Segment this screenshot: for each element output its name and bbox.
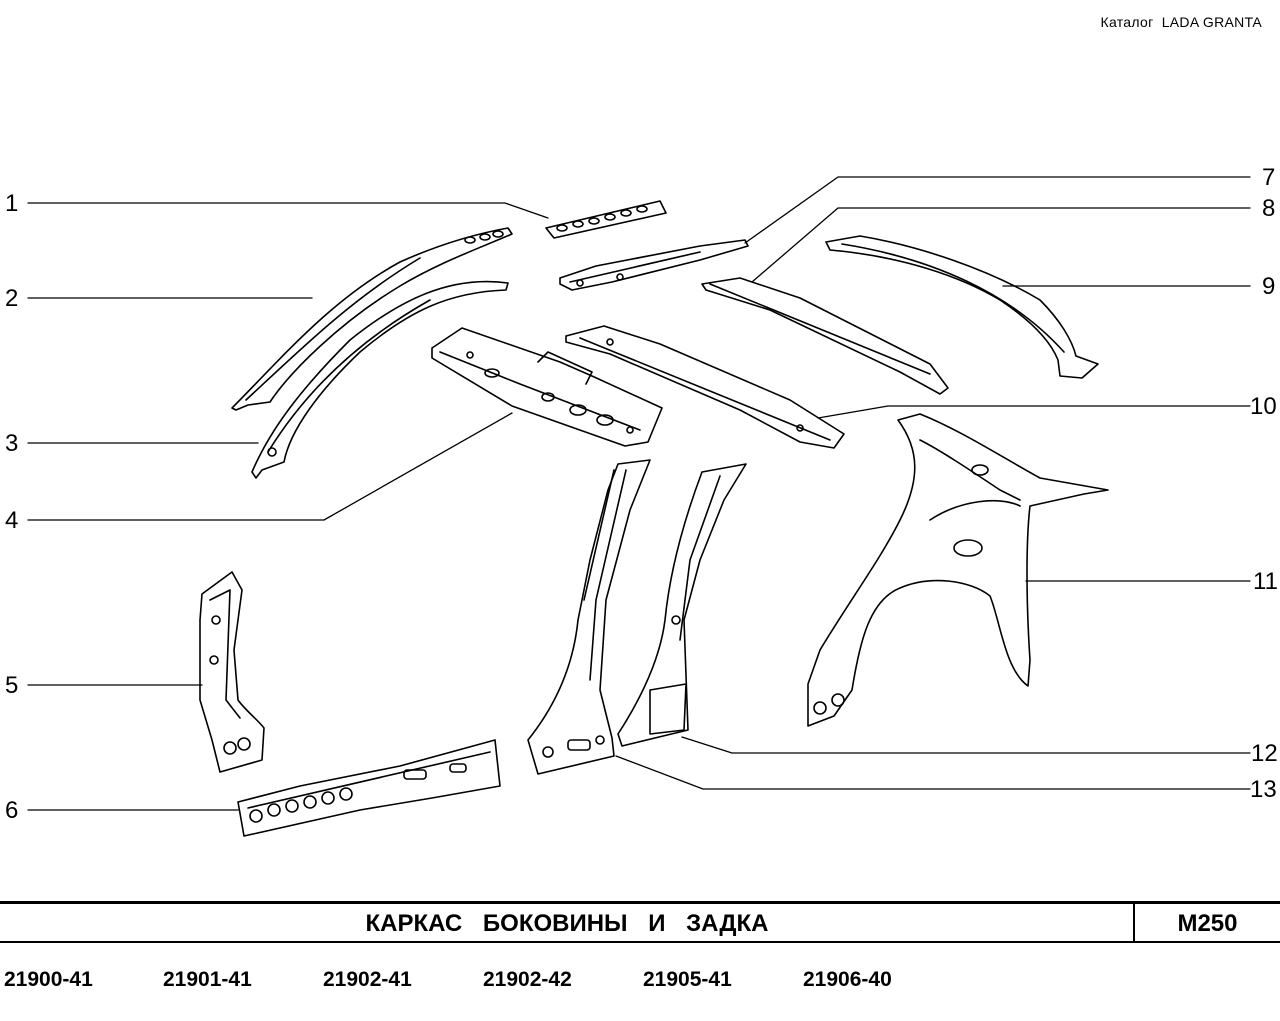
part-11-rear-quarter-inner (808, 414, 1108, 726)
callout-9: 9 (1262, 273, 1276, 300)
catalog-name: LADA GRANTA (1161, 14, 1262, 30)
callout-10: 10 (1250, 393, 1277, 420)
part-8-roof-rail (702, 278, 948, 394)
model-code: 21902-42 (483, 968, 572, 991)
callout-7: 7 (1262, 164, 1276, 191)
part-2-a-pillar-outer (232, 228, 512, 410)
part-1-roof-reinforcement (546, 201, 666, 238)
callout-1: 1 (5, 190, 19, 217)
part-10-rear-roof-crossmember (566, 326, 844, 448)
part-6-sill-panel (238, 740, 500, 836)
callout-12: 12 (1251, 740, 1278, 767)
callout-3: 3 (5, 430, 19, 457)
part-5-front-pillar (200, 572, 264, 772)
callout-2: 2 (5, 285, 19, 312)
leader-lines (28, 177, 1250, 810)
callout-6: 6 (5, 797, 19, 824)
callout-4: 4 (5, 507, 19, 534)
callout-8: 8 (1262, 195, 1276, 222)
page-code: M250 (1177, 910, 1238, 937)
part-13-b-pillar-outer (528, 460, 650, 774)
title-bar (0, 901, 1280, 943)
part-7-roof-rail-front (560, 240, 748, 290)
catalog-label: Каталог (1100, 14, 1154, 30)
model-code: 21906-40 (803, 968, 892, 991)
model-code: 21902-41 (323, 968, 412, 991)
model-code: 21900-41 (4, 968, 93, 991)
page-title: КАРКАС БОКОВИНЫ И ЗАДКА (365, 910, 769, 937)
model-code: 21905-41 (643, 968, 732, 991)
part-12-b-pillar-inner (618, 464, 746, 746)
model-code: 21901-41 (163, 968, 252, 991)
part-4-front-roof-crossmember (432, 328, 662, 446)
callout-13: 13 (1250, 776, 1277, 803)
callout-5: 5 (5, 672, 19, 699)
callout-11: 11 (1253, 568, 1278, 595)
